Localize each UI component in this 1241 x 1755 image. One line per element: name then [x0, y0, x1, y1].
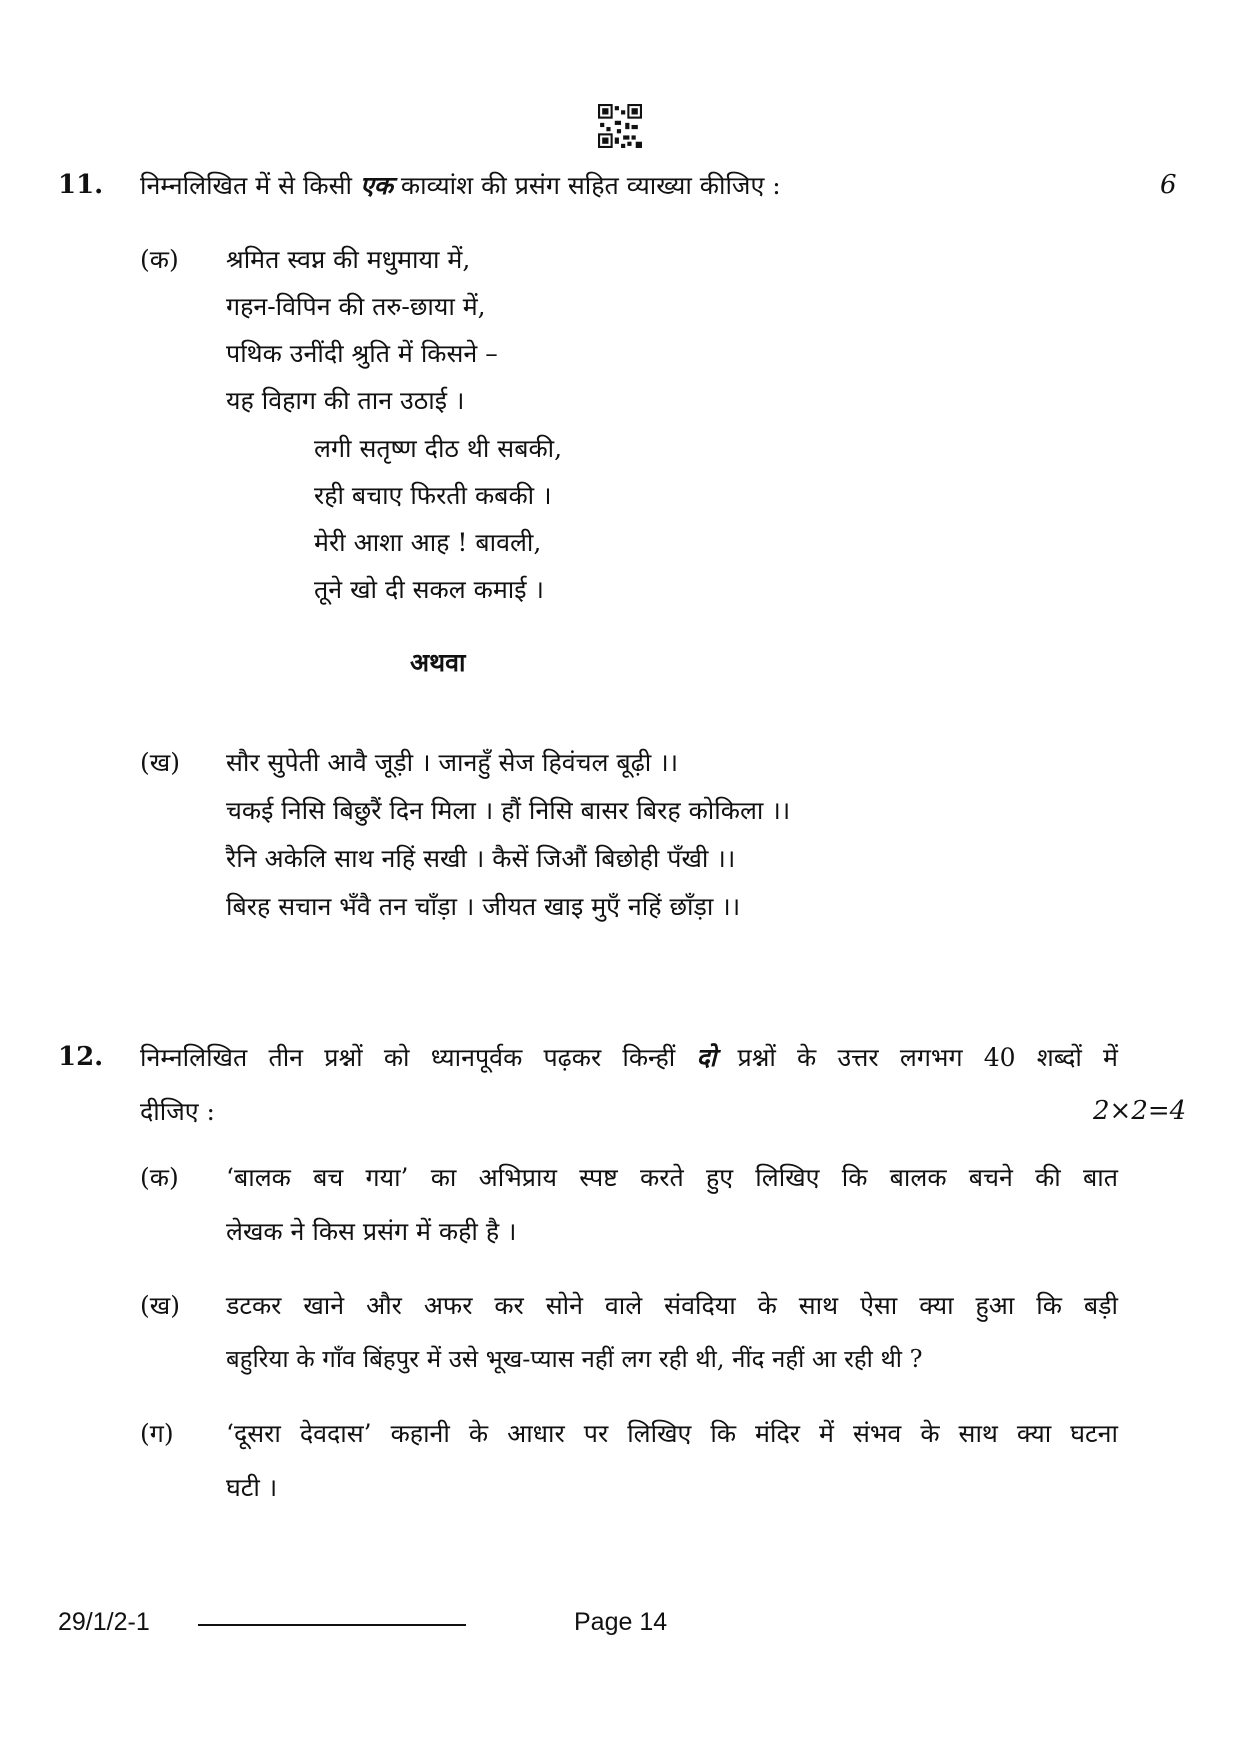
part-label: (ख): [140, 1291, 180, 1320]
poem-line: श्रमित स्वप्न की मधुमाया में,: [226, 245, 471, 274]
poem-line: रही बचाए फिरती कबकी ।: [314, 481, 552, 510]
question-number: 11.: [58, 170, 104, 200]
instruction-text: काव्यांश की प्रसंग सहित व्याख्या कीजिए :: [392, 171, 781, 200]
question-part-line: बहुरिया के गाँव बिंहपुर में उसे भूख-प्यास नहीं लग रही थी, नींद नहीं आ रही थी ?: [226, 1345, 923, 1373]
instruction-emphasis: दो: [696, 1043, 717, 1072]
qr-code-icon: [598, 104, 642, 148]
poem-line: यह विहाग की तान उठाई ।: [226, 386, 465, 415]
instruction-text: निम्नलिखित तीन प्रश्नों को ध्यानपूर्वक पढ़कर किन्हीं: [140, 1043, 697, 1072]
question-marks: 2×2=4: [1093, 1096, 1187, 1126]
poem-line: रैनि अकेलि साथ नहिं सखी । कैसें जिऔं बिछोही पँखी ।।: [226, 844, 736, 873]
question-instruction: [140, 168, 781, 202]
question-part-line: लेखक ने किस प्रसंग में कही है ।: [226, 1217, 517, 1246]
part-label: (क): [140, 245, 179, 274]
footer-divider: [198, 1624, 466, 1626]
instruction-emphasis: एक: [359, 171, 393, 200]
poem-line: गहन-विपिन की तरु-छाया में,: [226, 292, 486, 321]
part-label: (ग): [140, 1419, 174, 1448]
poem-line: लगी सतृष्ण दीठ थी सबकी,: [314, 434, 563, 463]
question-part-line: डटकर खाने और अफर कर सोने वाले संवदिया के साथ ऐसा क्या हुआ कि बड़ी: [226, 1291, 1118, 1320]
page-number: Page 14: [574, 1608, 668, 1636]
poem-line: चकई निसि बिछुरैं दिन मिला । हौं निसि बासर बिरह कोकिला ।।: [226, 796, 791, 825]
poem-line: पथिक उनींदी श्रुति में किसने –: [226, 339, 498, 368]
poem-line: सौर सुपेती आवै जूड़ी । जानहुँ सेज हिवंचल बूढ़ी ।।: [226, 748, 679, 777]
part-label: (ख): [140, 748, 180, 777]
or-separator: अथवा: [410, 648, 466, 677]
question-marks: 6: [1160, 170, 1177, 200]
instruction-text: निम्नलिखित में से किसी: [140, 171, 360, 200]
poem-line: मेरी आशा आह ! बावली,: [314, 528, 542, 557]
question-part-line: ‘दूसरा देवदास’ कहानी के आधार पर लिखिए कि मंदिर में संभव के साथ क्या घटना: [226, 1419, 1118, 1448]
instruction-text: प्रश्नों के उत्तर लगभग 40 शब्दों में: [716, 1043, 1118, 1072]
question-part-line: ‘बालक बच गया’ का अभिप्राय स्पष्ट करते हुए लिखिए कि बालक बचने की बात: [226, 1163, 1118, 1192]
poem-line: तूने खो दी सकल कमाई ।: [314, 575, 544, 604]
question-part-line: घटी ।: [226, 1473, 278, 1502]
part-label: (क): [140, 1163, 179, 1192]
poem-line: बिरह सचान भँवै तन चाँड़ा । जीयत खाइ मुएँ नहिं छाँड़ा ।।: [226, 892, 741, 921]
paper-code: 29/1/2-1: [58, 1608, 150, 1636]
question-instruction-continued: दीजिए :: [140, 1097, 215, 1126]
question-number: 12.: [58, 1042, 104, 1072]
question-instruction: [140, 1040, 1118, 1074]
